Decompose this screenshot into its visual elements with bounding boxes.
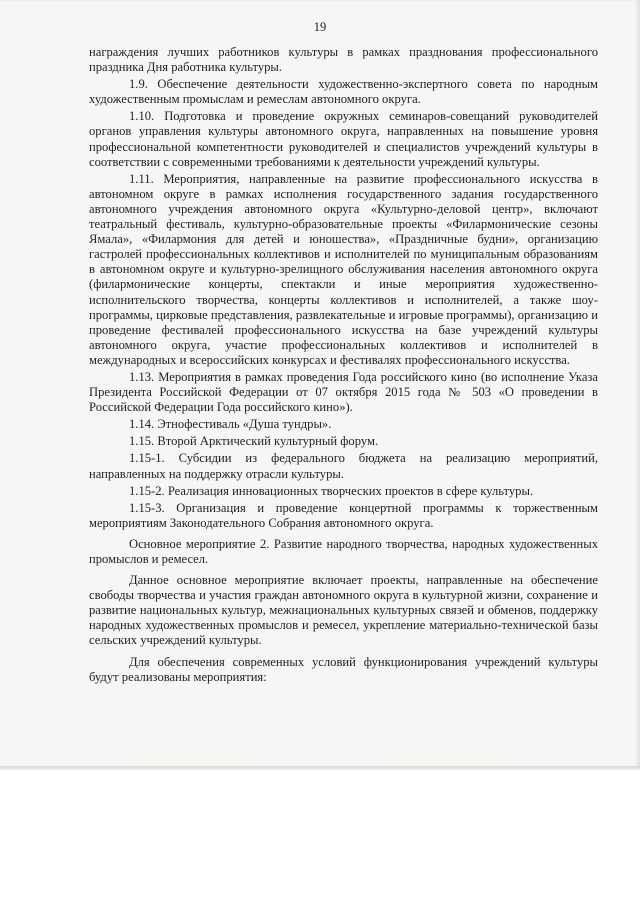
document-body (89, 45, 598, 687)
paragraph-1-15-1: 1.15-1. Субсидии из федерального бюджета на реализацию мероприятий, направленных на поддержку отрасли культуры. (89, 451, 598, 481)
paragraph-main-activity-2: Основное мероприятие 2. Развитие народного творчества, народных художественных промыслов и ремесел. (89, 536, 598, 566)
paragraph-1-11: 1.11. Мероприятия, направленные на развитие профессионального искусства в автономном округе в рамках исполнения государственного задания государственного автономного учреждения автономного округа «Культурно-деловой центр», включают театральный фестиваль, культурно-образовательные проекты «Филармонические сезоны Ямала», «Филармония для детей и юношества», «Праздничные будни», организацию гастролей профессиональных коллективов и исполнителей по муниципальным образованиям в автономном округе и культурно-зрелищного обслуживания населения автономного округа (филармонические концерты, спектакли и иные мероприятия художественно-исполнительского творчества, концерты коллективов и исполнителей, а также шоу-программы, цирковые представления, развлекательные и игровые программы), организацию и проведение фестивалей профессионального искусства на базе учреждений культуры автономного округа, участие профессиональных коллективов и исполнителей в международных и всероссийских конкурсах и фестивалях профессионального искусства. (89, 171, 598, 367)
paragraph-1-15: 1.15. Второй Арктический культурный форум. (129, 434, 379, 449)
paragraph-1-15-3: 1.15-3. Организация и проведение концертной программы к торжественным мероприятиям Законодательного Собрания автономного округа. (89, 500, 598, 530)
paragraph-1-14: 1.14. Этнофестиваль «Душа тундры». (129, 417, 332, 432)
paragraph-1-13: 1.13. Мероприятия в рамках проведения Года российского кино (во исполнение Указа Президента Российской Федерации от 07 октября 2015 года № 503 «О проведении в Российской Федерации Года российского кино»). (89, 369, 598, 415)
paragraph-1-10: 1.10. Подготовка и проведение окружных семинаров-совещаний руководителей органов управления культуры автономного округа, направленных на повышение уровня профессиональной компетентности руководителей и специалистов учреждений культуры в соответствии с современными требованиями к деятельности учреждений культуры. (89, 109, 598, 169)
paragraph-activity-description: Данное основное мероприятие включает проекты, направленные на обеспечение свободы творчества и участия граждан автономного округа в культурной жизни, сохранение и развитие национальных культур, межнациональных культурных связей и обменов, поддержку народных художественных промыслов и ремесел, укрепление материально-технической базы сельских учреждений культуры. (89, 573, 598, 648)
paragraph-1-15-2: 1.15-2. Реализация инновационных творческих проектов в сфере культуры. (129, 483, 534, 498)
page-number: 19 (313, 20, 327, 34)
paragraph-1-9: 1.9. Обеспечение деятельности художественно-экспертного совета по народным художественным промыслам и ремеслам автономного округа. (89, 77, 598, 107)
paragraph-continuation: награждения лучших работников культуры в рамках празднования профессионального праздника Дня работника культуры. (89, 45, 598, 75)
paragraph-measures-intro: Для обеспечения современных условий функционирования учреждений культуры будут реализованы мероприятия: (89, 654, 598, 684)
